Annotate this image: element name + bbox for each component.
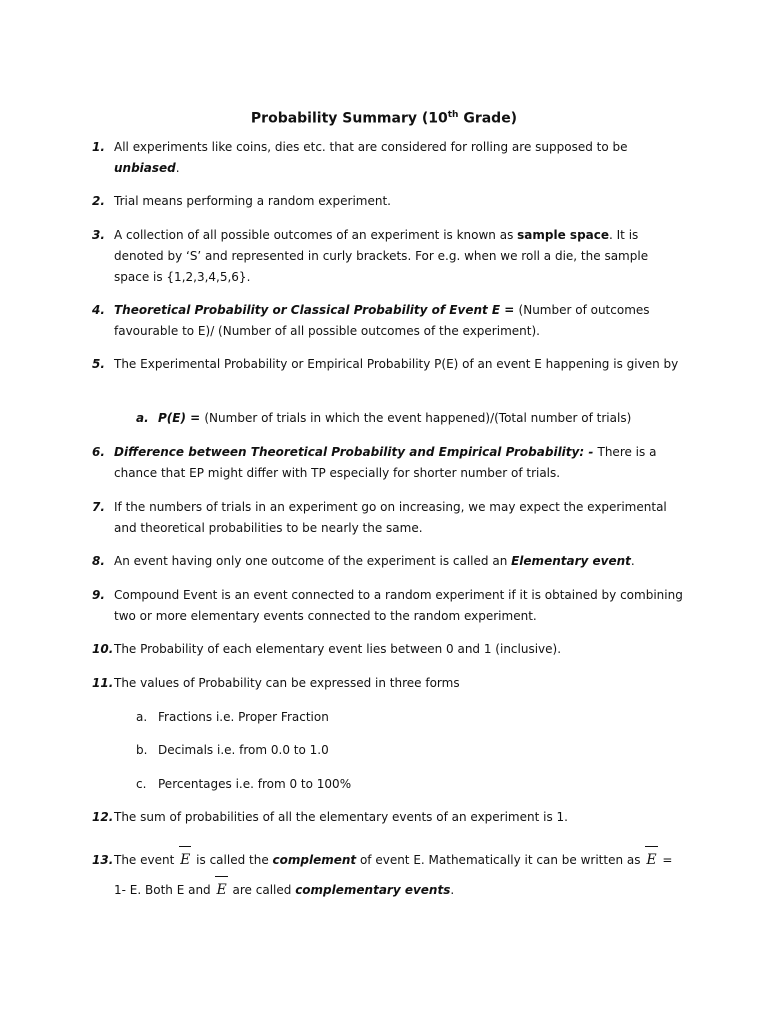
e-bar-symbol: E [214,875,228,905]
item-number: 4. [92,303,105,317]
list-item: 7. If the numbers of trials in an experiment go on increasing, we may expect the experimental and theoretical probabilities to be nearly the same. [114,497,684,539]
page-title: Probability Summary (10th Grade) [250,110,518,127]
item-number: 13. [92,853,114,867]
item-number: 6. [92,445,105,459]
list-item: 10. The Probability of each elementary event lies between 0 and 1 (inclusive). [114,639,684,660]
list-item: 12. The sum of probabilities of all the elementary events of an experiment is 1. [114,807,684,828]
item-number: 9. [92,588,105,602]
title-superscript: th [447,110,459,120]
e-bar-symbol: E [644,845,658,875]
item-number: 3. [92,228,105,242]
sub-item-label: a. [136,411,149,425]
item-number: 12. [92,810,114,824]
list-item: 9. Compound Event is an event connected to a random experiment if it is obtained by combining two or more elementary events connected to the random experiment. [114,585,684,627]
item-number: 11. [92,676,114,690]
item-number: 1. [92,140,105,154]
list-item: 1. All experiments like coins, dies etc. that are considered for rolling are supposed to be unbiased. [114,137,684,179]
list-item: 5. The Experimental Probability or Empirical Probability P(E) of an event E happening is given by [114,354,684,375]
item-number: 5. [92,357,105,371]
sub-item: a. P(E) = (Number of trials in which the event happened)/(Total number of trials) [158,408,631,429]
item-number: 8. [92,554,105,568]
sub-item: c. Percentages i.e. from 0 to 100% [158,774,351,795]
sub-item: b. Decimals i.e. from 0.0 to 1.0 [158,740,329,761]
item-number: 10. [92,642,114,656]
list-item: 4. Theoretical Probability or Classical Probability of Event E = (Number of outcomes favourable to E)/ (Number of all possible outcomes of the experiment). [114,300,684,342]
sub-item-label: a. [136,710,148,724]
sub-item-label: c. [136,777,147,791]
item-number: 7. [92,500,105,514]
list-item: 2. Trial means performing a random experiment. [114,191,684,212]
item-number: 2. [92,194,105,208]
e-bar-symbol: E [178,845,192,875]
list-item: 3. A collection of all possible outcomes of an experiment is known as sample space. It is denoted by ‘S’ and represented in curly brackets. For e.g. when we roll a die, the sample space is {1,2,3,4,5,6}. [114,225,684,288]
sub-item: a. Fractions i.e. Proper Fraction [158,707,329,728]
list-item: 11. The values of Probability can be expressed in three forms [114,673,684,694]
sub-item-label: b. [136,743,148,757]
list-item: 8. An event having only one outcome of the experiment is called an Elementary event. [114,551,684,572]
list-item: 6. Difference between Theoretical Probability and Empirical Probability: - There is a chance that EP might differ with TP especially for shorter number of trials. [114,442,684,484]
list-item: 13. The event E is called the complement of event E. Mathematically it can be written as E = 1- E. Both E and E are called complementary events. [114,845,684,905]
